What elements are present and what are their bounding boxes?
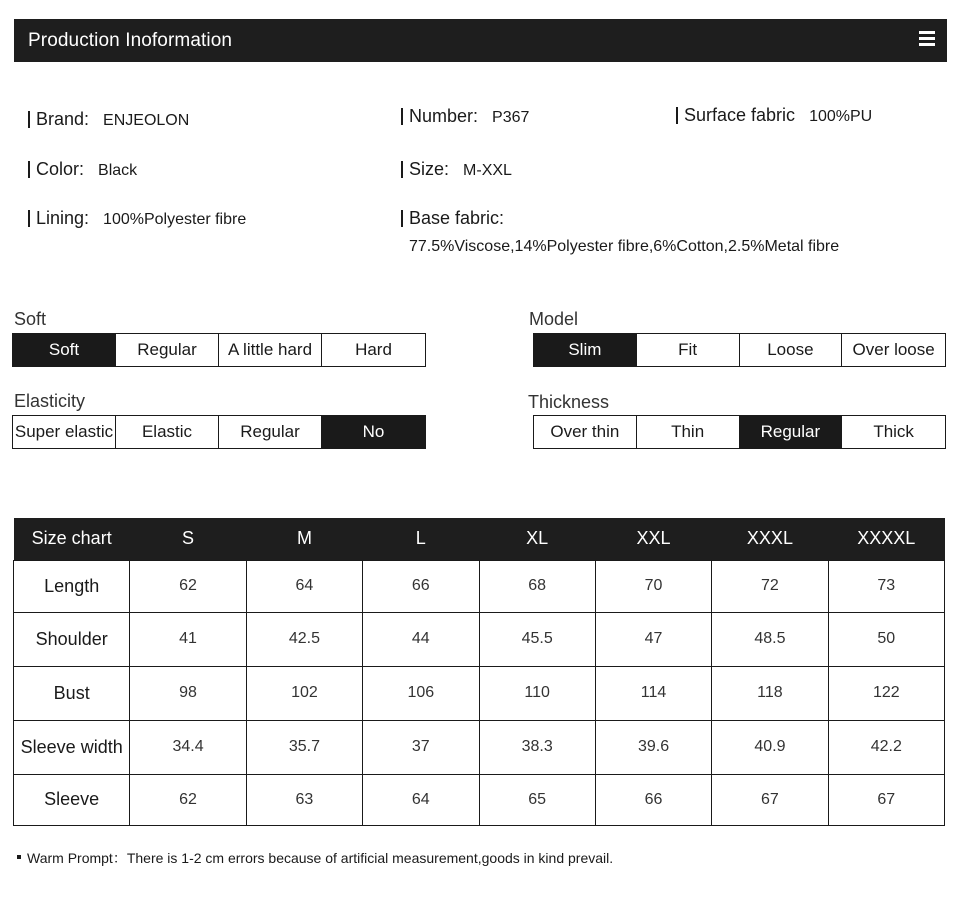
bullet-icon — [17, 855, 21, 859]
table-cell: 50 — [828, 612, 944, 666]
elasticity-option: Regular — [219, 416, 322, 448]
warm-prompt-note — [17, 848, 613, 868]
warm-prompt-text: Warm Prompt：There is 1-2 cm errors because of artificial measurement,goods in kind prevail. — [27, 850, 614, 866]
table-cell: 106 — [363, 666, 479, 720]
thickness-option: Thick — [842, 416, 945, 448]
table-cell: 35.7 — [246, 720, 362, 774]
elasticity-scale-label: Elasticity — [14, 391, 86, 411]
number-label: Number: — [401, 108, 478, 125]
surface-fabric-value: 100%PU — [809, 108, 873, 125]
page-title: Production Inoformation — [28, 30, 233, 51]
table-cell: 68 — [479, 560, 595, 612]
table-cell: 70 — [595, 560, 711, 612]
size-chart-header-cell: Size chart — [14, 518, 130, 560]
table-cell: 118 — [712, 666, 828, 720]
color-info — [28, 159, 137, 180]
table-cell: 41 — [130, 612, 246, 666]
model-scale — [533, 333, 946, 367]
row-label: Bust — [14, 666, 130, 720]
thickness-option: Thin — [637, 416, 740, 448]
table-cell: 48.5 — [712, 612, 828, 666]
model-option: Fit — [637, 334, 740, 366]
size-chart-table — [13, 518, 945, 826]
lining-info — [28, 208, 246, 229]
row-label: Length — [14, 560, 130, 612]
size-chart-header-cell: S — [130, 518, 246, 560]
lining-value: 100%Polyester fibre — [103, 211, 247, 228]
thickness-option: Over thin — [534, 416, 637, 448]
table-cell: 63 — [246, 774, 362, 825]
thickness-scale-label: Thickness — [528, 392, 610, 412]
model-option: Slim — [534, 334, 637, 366]
table-cell: 65 — [479, 774, 595, 825]
row-label: Sleeve width — [14, 720, 130, 774]
surface-fabric-label: Surface fabric — [676, 107, 795, 124]
table-cell: 47 — [595, 612, 711, 666]
table-cell: 38.3 — [479, 720, 595, 774]
base-fabric-value: 77.5%Viscose,14%Polyester fibre,6%Cotton,2.5%Metal fibre — [409, 238, 840, 255]
thickness-option: Regular — [740, 416, 843, 448]
table-row — [14, 560, 945, 612]
soft-option: Regular — [116, 334, 219, 366]
table-cell: 45.5 — [479, 612, 595, 666]
table-cell: 66 — [363, 560, 479, 612]
size-chart-header-cell: XXXXL — [828, 518, 944, 560]
header-bar — [14, 19, 947, 62]
table-cell: 67 — [712, 774, 828, 825]
lining-label: Lining: — [28, 210, 89, 227]
surface-fabric-info — [676, 105, 872, 126]
brand-label: Brand: — [28, 111, 89, 128]
elasticity-option: Super elastic — [13, 416, 116, 448]
color-value: Black — [98, 162, 138, 179]
soft-option: Hard — [322, 334, 425, 366]
table-cell: 64 — [246, 560, 362, 612]
hamburger-menu-icon[interactable] — [919, 31, 935, 49]
table-cell: 40.9 — [712, 720, 828, 774]
table-cell: 102 — [246, 666, 362, 720]
table-cell: 72 — [712, 560, 828, 612]
row-label: Sleeve — [14, 774, 130, 825]
soft-option: A little hard — [219, 334, 322, 366]
model-scale-label: Model — [529, 309, 579, 329]
soft-option: Soft — [13, 334, 116, 366]
table-cell: 67 — [828, 774, 944, 825]
size-chart-header-cell: XXXL — [712, 518, 828, 560]
table-cell: 34.4 — [130, 720, 246, 774]
table-cell: 114 — [595, 666, 711, 720]
table-row — [14, 612, 945, 666]
table-cell: 122 — [828, 666, 944, 720]
size-value: M-XXL — [463, 162, 512, 179]
thickness-scale — [533, 415, 946, 449]
table-cell: 62 — [130, 560, 246, 612]
table-cell: 73 — [828, 560, 944, 612]
table-cell: 44 — [363, 612, 479, 666]
size-chart-header-cell: XXL — [595, 518, 711, 560]
number-value: P367 — [492, 109, 530, 126]
elasticity-option: Elastic — [116, 416, 219, 448]
number-info — [401, 106, 529, 127]
brand-value: ENJEOLON — [103, 112, 190, 129]
color-label: Color: — [28, 161, 84, 178]
model-option: Over loose — [842, 334, 945, 366]
elasticity-scale — [12, 415, 426, 449]
table-row — [14, 720, 945, 774]
table-cell: 66 — [595, 774, 711, 825]
size-chart-header-row — [14, 518, 945, 560]
table-cell: 42.5 — [246, 612, 362, 666]
table-cell: 42.2 — [828, 720, 944, 774]
size-label: Size: — [401, 161, 449, 178]
size-info — [401, 159, 512, 180]
table-cell: 98 — [130, 666, 246, 720]
brand-info — [28, 109, 189, 130]
base-fabric-info — [401, 208, 504, 229]
base-fabric-label: Base fabric: — [401, 210, 504, 227]
table-cell: 64 — [363, 774, 479, 825]
size-chart-header-cell: M — [246, 518, 362, 560]
row-label: Shoulder — [14, 612, 130, 666]
size-chart-header-cell: XL — [479, 518, 595, 560]
soft-scale — [12, 333, 426, 367]
table-cell: 37 — [363, 720, 479, 774]
table-cell: 62 — [130, 774, 246, 825]
table-row — [14, 666, 945, 720]
soft-scale-label: Soft — [14, 309, 47, 329]
size-chart-header-cell: L — [363, 518, 479, 560]
table-cell: 39.6 — [595, 720, 711, 774]
model-option: Loose — [740, 334, 843, 366]
elasticity-option: No — [322, 416, 425, 448]
table-row — [14, 774, 945, 825]
table-cell: 110 — [479, 666, 595, 720]
